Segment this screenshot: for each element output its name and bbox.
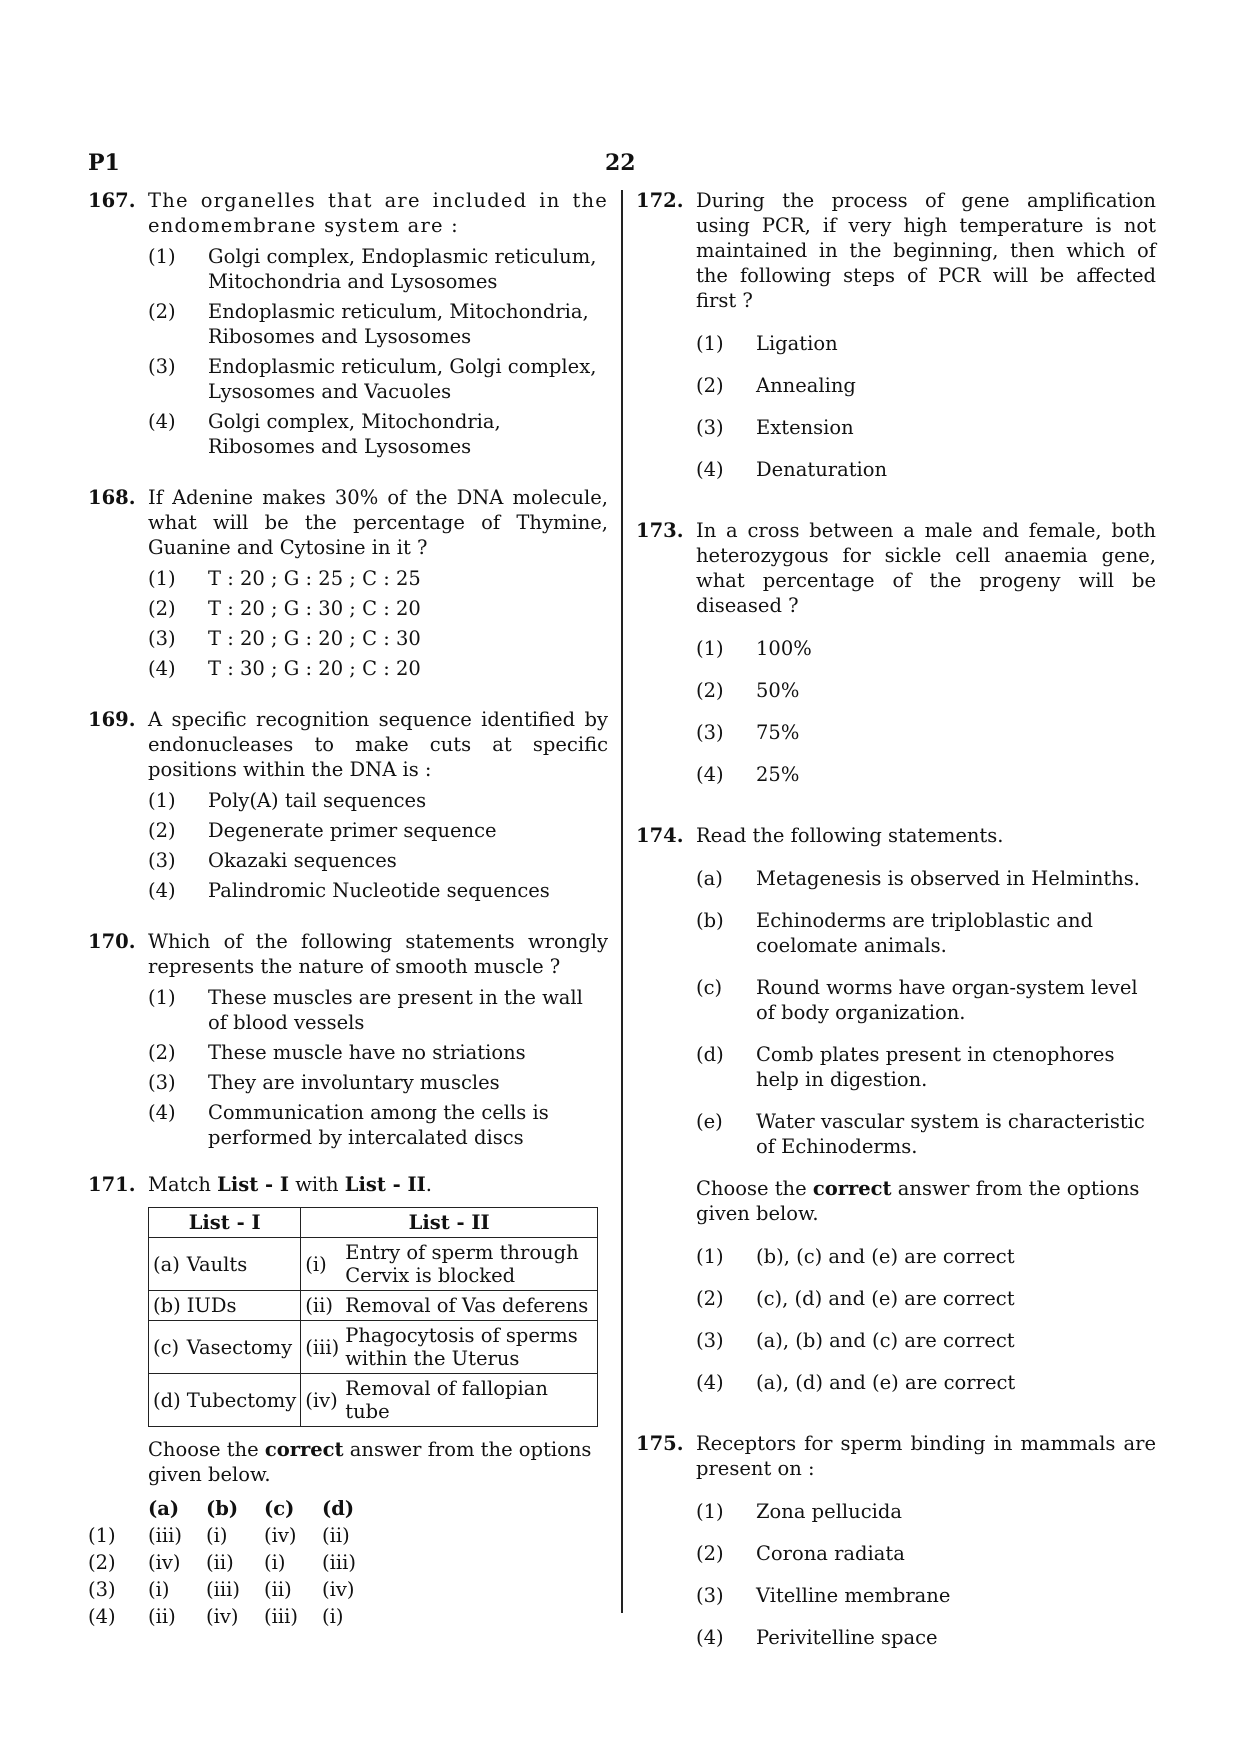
answer-options-table: (a) (b) (c) (d) (1) (iii) (i) (iv) (ii) (2) (iv) (ii) (i) (iii) (3) (i) (iii) (ii) (iv) (4) (ii) (iv) (iii) (i)	[88, 1495, 380, 1630]
question-168	[88, 485, 608, 681]
question-number: 169.	[88, 708, 136, 731]
question-number: 168.	[88, 486, 136, 509]
choose-instruction: Choose the correct answer from the options given below.	[148, 1438, 592, 1486]
page-number: 22	[605, 150, 636, 176]
statement: (a) Metagenesis is observed in Helminths.	[696, 867, 1140, 890]
option[interactable]: (3) Endoplasmic reticulum, Golgi complex, Lysosomes and Vacuoles	[148, 355, 597, 403]
option[interactable]: (4) Perivitelline space	[696, 1626, 938, 1649]
statement: (e) Water vascular system is characteristic of Echinoderms.	[696, 1110, 1145, 1158]
question-stem: Which of the following statements wrongly represents the nature of smooth muscle ?	[148, 930, 608, 978]
match-table	[148, 1207, 598, 1427]
question-stem: Match List - I with List - II.	[148, 1173, 432, 1196]
option[interactable]: (4) Golgi complex, Mitochondria, Ribosomes and Lysosomes	[148, 410, 501, 458]
option[interactable]: (3) They are involuntary muscles	[148, 1071, 500, 1094]
question-170	[88, 929, 608, 1150]
paper-code: P1	[88, 150, 120, 176]
option[interactable]: (3) T : 20 ; G : 20 ; C : 30	[148, 627, 421, 650]
option[interactable]: (2) These muscle have no striations	[148, 1041, 526, 1064]
option[interactable]: (1) These muscles are present in the wall of blood vessels	[148, 986, 583, 1034]
option[interactable]: (1) 100%	[696, 637, 812, 660]
option[interactable]: (1) Zona pellucida	[696, 1500, 902, 1523]
left-column	[88, 188, 608, 1630]
question-stem: If Adenine makes 30% of the DNA molecule, what will be the percentage of Thymine, Guanine and Cytosine in it ?	[148, 486, 608, 559]
option[interactable]: (3) 75%	[696, 721, 800, 744]
question-number: 174.	[636, 824, 684, 847]
question-174	[636, 823, 1156, 1395]
table-row: (a) Vaults (i) Entry of sperm through Cervix is blocked	[149, 1238, 598, 1291]
statement: (b) Echinoderms are triploblastic and coelomate animals.	[696, 909, 1094, 957]
answer-option[interactable]: (4) (ii) (iv) (iii) (i)	[88, 1605, 344, 1628]
table-row: (c) Vasectomy (iii) Phagocytosis of sperms within the Uterus	[149, 1321, 598, 1374]
question-171	[88, 1172, 608, 1630]
question-172	[636, 188, 1156, 482]
option[interactable]: (4) Denaturation	[696, 458, 888, 481]
question-stem: In a cross between a male and female, both heterozygous for sickle cell anaemia gene, what percentage of the progeny will be diseased ?	[696, 519, 1156, 617]
question-stem: During the process of gene amplification using PCR, if very high temperature is not maintained in the beginning, then which of the following steps of PCR will be affected first ?	[696, 189, 1156, 312]
question-stem: Read the following statements.	[696, 824, 1004, 847]
table-row: (d) Tubectomy (iv) Removal of fallopian tube	[149, 1374, 598, 1427]
option[interactable]: (2) Endoplasmic reticulum, Mitochondria, Ribosomes and Lysosomes	[148, 300, 589, 348]
option[interactable]: (4) Communication among the cells is performed by intercalated discs	[148, 1101, 549, 1149]
table-header: List - I	[149, 1208, 301, 1238]
option[interactable]: (1) Golgi complex, Endoplasmic reticulum, Mitochondria and Lysosomes	[148, 245, 597, 293]
question-stem: A specific recognition sequence identified by endonucleases to make cuts at specific positions within the DNA is :	[148, 708, 608, 781]
option[interactable]: (2) Degenerate primer sequence	[148, 819, 497, 842]
option[interactable]: (4) (a), (d) and (e) are correct	[696, 1371, 1016, 1394]
question-number: 167.	[88, 189, 136, 212]
option[interactable]: (4) T : 30 ; G : 20 ; C : 20	[148, 657, 421, 680]
question-175	[636, 1431, 1156, 1650]
option[interactable]: (3) Extension	[696, 416, 854, 439]
statement: (d) Comb plates present in ctenophores help in digestion.	[696, 1043, 1115, 1091]
question-167	[88, 188, 608, 459]
option[interactable]: (2) T : 20 ; G : 30 ; C : 20	[148, 597, 421, 620]
option[interactable]: (4) Palindromic Nucleotide sequences	[148, 879, 550, 902]
question-169	[88, 707, 608, 903]
option[interactable]: (2) (c), (d) and (e) are correct	[696, 1287, 1015, 1310]
question-stem: The organelles that are included in the endomembrane system are :	[148, 189, 608, 237]
choose-instruction: Choose the correct answer from the options given below.	[696, 1177, 1140, 1225]
right-column	[636, 188, 1156, 1667]
option[interactable]: (3) (a), (b) and (c) are correct	[696, 1329, 1015, 1352]
question-number: 172.	[636, 189, 684, 212]
answer-option[interactable]: (1) (iii) (i) (iv) (ii)	[88, 1524, 350, 1547]
table-header: List - II	[301, 1208, 598, 1238]
option[interactable]: (1) Poly(A) tail sequences	[148, 789, 427, 812]
question-number: 170.	[88, 930, 136, 953]
option[interactable]: (2) 50%	[696, 679, 800, 702]
option[interactable]: (4) 25%	[696, 763, 800, 786]
option[interactable]: (3) Vitelline membrane	[696, 1584, 951, 1607]
option[interactable]: (1) Ligation	[696, 332, 838, 355]
option[interactable]: (2) Annealing	[696, 374, 856, 397]
column-divider	[621, 190, 623, 1613]
question-stem: Receptors for sperm binding in mammals are present on :	[696, 1432, 1156, 1480]
question-173	[636, 518, 1156, 787]
option[interactable]: (2) Corona radiata	[696, 1542, 905, 1565]
option[interactable]: (1) T : 20 ; G : 25 ; C : 25	[148, 567, 421, 590]
option[interactable]: (1) (b), (c) and (e) are correct	[696, 1245, 1015, 1268]
question-number: 173.	[636, 519, 684, 542]
answer-option[interactable]: (2) (iv) (ii) (i) (iii)	[88, 1551, 356, 1574]
question-number: 171.	[88, 1173, 136, 1196]
table-row: (b) IUDs (ii) Removal of Vas deferens	[149, 1291, 598, 1321]
option[interactable]: (3) Okazaki sequences	[148, 849, 397, 872]
question-number: 175.	[636, 1432, 684, 1455]
statement: (c) Round worms have organ-system level of body organization.	[696, 976, 1138, 1024]
answer-option[interactable]: (3) (i) (iii) (ii) (iv)	[88, 1578, 355, 1601]
